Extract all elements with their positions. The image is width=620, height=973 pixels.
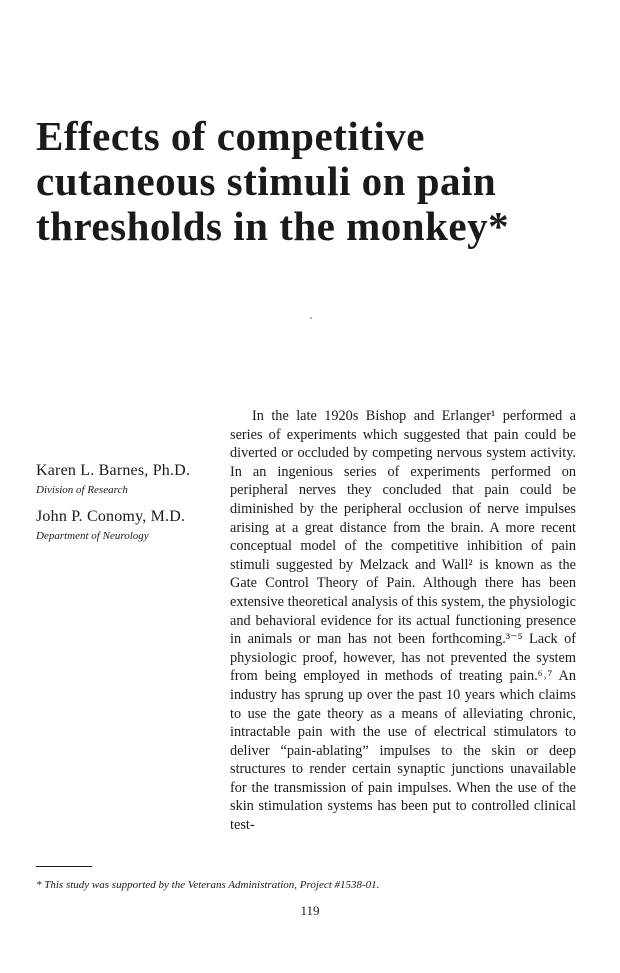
- author-name: Karen L. Barnes, Ph.D.: [36, 462, 191, 479]
- author-affiliation: Division of Research: [36, 484, 128, 496]
- paper-title: Effects of competitive cutaneous stimuli on pain thresholds in the monkey*: [36, 113, 510, 249]
- page-number: 119: [300, 903, 320, 918]
- author-name: John P. Conomy, M.D.: [36, 508, 186, 525]
- footnote: * This study was supported by the Veterans Administration, Project #1538-01.: [36, 879, 380, 891]
- footnote-divider: [36, 866, 92, 867]
- print-speck: [310, 317, 312, 319]
- body-paragraph: In the late 1920s Bishop and Erlanger¹ performed a series of experiments which suggested that pain could be diverted or occluded by competing nervous system activity. In an ingenious series of experiments performed on peripheral nerves they concluded that pain could be diminished by the peripheral occlusion of nerve impulses arising at a great distance from the brain. A more recent conceptual model of the competitive inhibition of pain stimuli suggested by Melzack and Wall² is known as the Gate Control Theory of Pain. Although there has been extensive theoretical analysis of this system, the physiologic and behavioral evidence for its actual functioning presence in animals or man has not been forthcoming.³⁻⁵ Lack of physiologic proof, however, has not prevented the system from being employed in methods of treating pain.⁶˒⁷ An industry has sprung up over the past 10 years which claims to use the gate theory as a means of alleviating chronic, intractable pain with the use of electrical stimulators to deliver “pain-ablating” impulses to the skin or deep structures to render certain synaptic junctions unavailable for the transmission of pain impulses. When the use of the skin stimulation systems has been put to controlled clinical test-: [230, 408, 576, 834]
- author-affiliation: Department of Neurology: [36, 530, 149, 542]
- author-block: [36, 460, 226, 552]
